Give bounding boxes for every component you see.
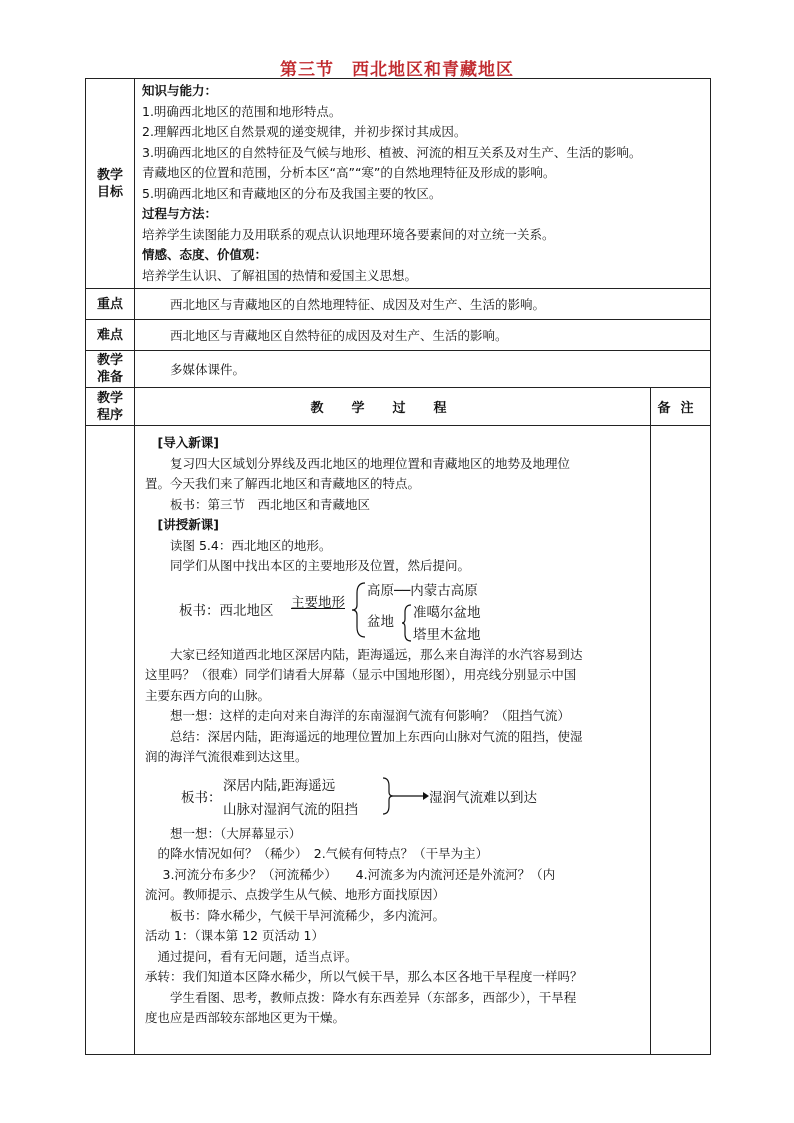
diagram2-result: 湿润气流难以到达 [429, 789, 537, 806]
page-title [0, 55, 794, 80]
paragraph: 度也应是西部较东部地区更为干燥。 [145, 1010, 346, 1025]
brace-arrow-icon [381, 776, 429, 818]
diagram2-line1: 深居内陆,距海遥远 [223, 777, 336, 794]
activity-note: 通过提问，看有无问题，适当点评。 [157, 948, 358, 964]
summary: 总结：深居内陆，距海遥远的地理位置加上东西向山脉对气流的阻挡，使湿 [170, 728, 583, 744]
paragraph: 学生看图、思考，教师点拨：降水有东西差异（东部多，西部少），干旱程 [170, 989, 577, 1005]
paragraph: 置。今天我们来了解西北地区和青藏地区的特点。 [145, 476, 421, 491]
objective-item: 5.明确西北地区和青藏地区的分布及我国主要的牧区。 [142, 185, 442, 201]
question-list: 3.河流分布多少？（河流稀少） 4.河流多为内流河还是外流河？（内 [162, 866, 556, 882]
objective-item: 青藏地区的位置和范围，分析本区“高”“寒”的自然地理特征及形成的影响。 [142, 165, 556, 180]
think-question: 想一想：（大屏幕显示） [170, 825, 302, 841]
note-column [651, 426, 711, 1055]
diagram-prefix: 板书：西北地区 [179, 602, 274, 619]
lesson-plan-table [85, 78, 711, 1055]
procedure-body-row [86, 426, 711, 1055]
knowledge-heading: 知识与能力： [142, 83, 218, 98]
intro-heading: [导入新课] [157, 435, 219, 450]
procedure-label-empty [86, 426, 135, 1055]
new-lesson-heading: [讲授新课] [157, 517, 219, 532]
procedure-header: 教学过程 [135, 388, 651, 426]
paragraph: 大家已经知道西北地区深居内陆，距海遥远，那么来自海洋的水汽容易到达 [170, 646, 583, 662]
difficulty-text: 西北地区与青藏地区自然特征的成因及对生产、生活的影响。 [135, 320, 711, 351]
process-text: 培养学生读图能力及用联系的观点认识地理环境各要素间的对立统一关系。 [142, 226, 555, 242]
key-point-label: 重点 [86, 289, 135, 320]
paragraph: 主要东西方向的山脉。 [145, 687, 271, 703]
small-brace-icon [401, 603, 413, 643]
diagram-basin: 盆地 [367, 613, 394, 630]
question-list: 流河。教师提示、点拨学生从气候、地形方面找原因） [145, 887, 446, 902]
paragraph: 同学们从图中找出本区的主要地形及位置，然后提问。 [170, 558, 471, 573]
paragraph: 读图 5.4：西北地区的地形。 [170, 537, 332, 553]
activity: 活动 1：（课本第 12 页活动 1） [145, 928, 324, 943]
terrain-board-diagram [145, 579, 640, 641]
objectives-content [135, 79, 711, 289]
procedure-content [135, 426, 651, 1055]
diagram2-prefix: 板书： [181, 789, 222, 806]
diagram-main-terrain: 主要地形 [291, 594, 345, 611]
think-question: 想一想：这样的走向对来自海洋的东南湿润气流有何影响？（阻挡气流） [170, 708, 571, 723]
emotion-text: 培养学生认识、了解祖国的热情和爱国主义思想。 [142, 267, 418, 283]
climate-board-diagram [145, 770, 640, 822]
title-section: 第三节 [280, 60, 334, 80]
difficulty-label: 难点 [86, 320, 135, 351]
paragraph: 这里吗？（很难）同学们请看大屏幕（显示中国地形图），用亮线分别显示中国 [145, 667, 577, 682]
key-point-text: 西北地区与青藏地区的自然地理特征、成因及对生产、生活的影响。 [135, 289, 711, 320]
objective-item: 3.明确西北地区的自然特征及气候与地形、植被、河流的相互关系及对生产、生活的影响。 [142, 144, 642, 160]
paragraph: 复习四大区域划分界线及西北地区的地理位置和青藏地区的地势及地理位 [170, 455, 571, 471]
diagram-plateau: 高原──内蒙古高原 [367, 582, 478, 599]
summary: 润的海洋气流很难到达这里。 [145, 749, 308, 764]
note-header: 备注 [651, 388, 711, 426]
objectives-row [86, 79, 711, 289]
title-topic: 西北地区和青藏地区 [352, 60, 514, 80]
process-heading: 过程与方法： [142, 206, 218, 221]
procedure-header-row [86, 388, 711, 426]
objectives-label: 教学 目标 [86, 79, 135, 289]
diagram-basin-tarim: 塔里木盆地 [413, 626, 481, 643]
diagram2-line2: 山脉对湿润气流的阻挡 [223, 801, 358, 818]
objective-item: 1.明确西北地区的范围和地形特点。 [142, 103, 342, 119]
preparation-text: 多媒体课件。 [135, 351, 711, 388]
question-list: 的降水情况如何？（稀少） 2.气候有何特点？（干旱为主） [157, 846, 489, 861]
preparation-label: 教学 准备 [86, 351, 135, 388]
preparation-row [86, 351, 711, 388]
procedure-label: 教学 程序 [86, 388, 135, 426]
board-note: 板书：降水稀少，气候干旱河流稀少，多内流河。 [170, 907, 446, 923]
difficulty-row [86, 320, 711, 351]
board-note: 板书：第三节 西北地区和青藏地区 [170, 496, 371, 512]
objective-item: 2.理解西北地区自然景观的递变规律，并初步探讨其成因。 [142, 124, 467, 139]
transition: 承转：我们知道本区降水稀少，所以气候干旱，那么本区各地干旱程度一样吗？ [145, 969, 583, 984]
emotion-heading: 情感、态度、价值观： [142, 247, 268, 262]
diagram-basin-junggar: 准噶尔盆地 [413, 604, 481, 621]
key-point-row [86, 289, 711, 320]
